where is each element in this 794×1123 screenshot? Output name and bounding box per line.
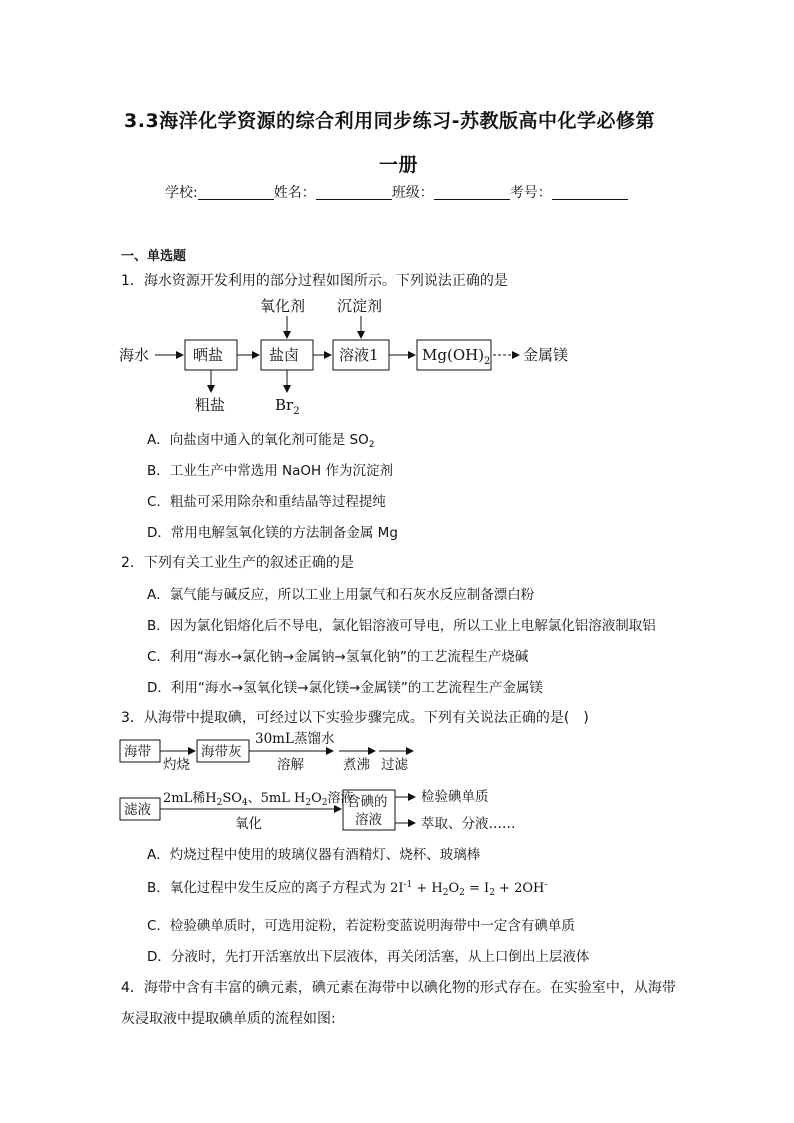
q3-flow-diagram-1 — [115, 728, 535, 778]
q1-oxidant: 氧化剂 — [260, 297, 306, 315]
q1-option-a[interactable]: A．向盐卤中通入的氧化剂可能是 $SO_2$ — [147, 432, 375, 450]
q3-water: 30mL蒸馏水 — [255, 731, 335, 747]
class-blank[interactable] — [434, 185, 510, 200]
name-blank[interactable] — [316, 185, 392, 200]
q1-flow-diagram — [115, 292, 585, 420]
q1-metal-mg: 金属镁 — [523, 346, 569, 364]
q1-option-b[interactable]: B．工业生产中常选用 NaOH 作为沉淀剂 — [147, 463, 393, 479]
q1-stem: 1．海水资源开发利用的部分过程如图所示。下列说法正确的是 — [121, 273, 508, 289]
school-label: 学校: — [165, 185, 198, 201]
q3-iodine-solution-1: 含碘的 — [347, 794, 388, 810]
doc-title-line2: 一册 — [379, 154, 419, 176]
q1-option-c[interactable]: C．粗盐可采用除杂和重结晶等过程提纯 — [147, 494, 386, 510]
exam-no-label: 考号： — [509, 185, 552, 201]
q3-ionic-equation: $2I^{-1} + H_2O_2 = I_2 + 2OH^-$ — [390, 880, 548, 898]
q3-option-c[interactable]: C．检验碘单质时，可选用淀粉，若淀粉变蓝说明海带中一定含有碘单质 — [147, 918, 575, 934]
q2-option-b[interactable]: B．因为氯化铝熔化后不导电，氯化铝溶液可导电，所以工业上电解氯化铝溶液制取铝 — [147, 618, 656, 634]
q2-option-c[interactable]: C．利用“海水→氯化钠→金属钠→氢氧化钠”的工艺流程生产烧碱 — [147, 649, 529, 665]
section-heading: 一、单选题 — [121, 249, 187, 264]
q2-stem: 2．下列有关工业生产的叙述正确的是 — [121, 555, 354, 571]
q1-br2: $Br_2$ — [275, 396, 300, 417]
q1-solution: 溶液1 — [339, 346, 379, 364]
doc-title-line1: 3.3海洋化学资源的综合利用同步练习-苏教版高中化学必修第 — [124, 110, 656, 132]
q3-filter: 过滤 — [381, 757, 408, 773]
q3-oxidize: 氧化 — [235, 816, 262, 832]
exam-no-blank[interactable] — [552, 185, 628, 200]
q4-stem-line2: 灰浸取液中提取碘单质的流程如图: — [121, 1011, 336, 1027]
q3-reagent: 2mL稀$H_2SO_4$、5mL $H_2O_2$溶液 — [163, 791, 354, 808]
q3-option-d[interactable]: D．分液时，先打开活塞放出下层液体，再关闭活塞，从上口倒出上层液体 — [147, 949, 590, 965]
q1-option-d[interactable]: D．常用电解氢氧化镁的方法制备金属 Mg — [147, 525, 398, 541]
q3-dissolve: 溶解 — [277, 757, 304, 773]
class-label: 班级： — [391, 185, 434, 201]
q2-option-a[interactable]: A．氯气能与碱反应，所以工业上用氯气和石灰水反应制备漂白粉 — [147, 587, 535, 603]
info-line — [165, 182, 628, 202]
q4-stem-line1: 4．海带中含有丰富的碘元素，碘元素在海带中以碘化物的形式存在。在实验室中，从海带 — [121, 980, 676, 996]
q3-boil: 煮沸 — [343, 757, 370, 773]
q3-option-b[interactable]: B．氧化过程中发生反应的离子方程式为 $2I^{-1} + H_2O_2 = I_2 + 2OH^-$ — [147, 880, 548, 898]
q3-extract: 萃取、分液…… — [421, 816, 516, 832]
q1-brine: 盐卤 — [269, 346, 300, 364]
q1-saltpan: 晒盐 — [193, 346, 224, 364]
q1-seawater: 海水 — [119, 346, 150, 364]
q2-option-d[interactable]: D．利用“海水→氢氧化镁→氯化镁→金属镁”的工艺流程生产金属镁 — [147, 680, 543, 696]
q1-crude-salt: 粗盐 — [195, 396, 226, 414]
q3-kelp: 海带 — [124, 744, 151, 760]
q1-precipitant: 沉淀剂 — [337, 297, 383, 315]
q3-iodine-solution-2: 溶液 — [355, 812, 382, 828]
q3-filtrate: 滤液 — [124, 802, 151, 818]
q3-stem: 3．从海带中提取碘，可经过以下实验步骤完成。下列有关说法正确的是( ) — [121, 710, 589, 726]
q3-burn: 灼烧 — [163, 757, 190, 773]
q3-test-iodine: 检验碘单质 — [421, 789, 489, 805]
q1-mgoh: $Mg(OH)_2$ — [422, 346, 491, 367]
q3-option-a[interactable]: A．灼烧过程中使用的玻璃仪器有酒精灯、烧杯、玻璃棒 — [147, 847, 481, 863]
q3-kelp-ash: 海带灰 — [201, 744, 242, 760]
q3-flow-diagram-2 — [115, 784, 535, 836]
name-label: 姓名： — [273, 185, 316, 201]
school-blank[interactable] — [198, 185, 274, 200]
